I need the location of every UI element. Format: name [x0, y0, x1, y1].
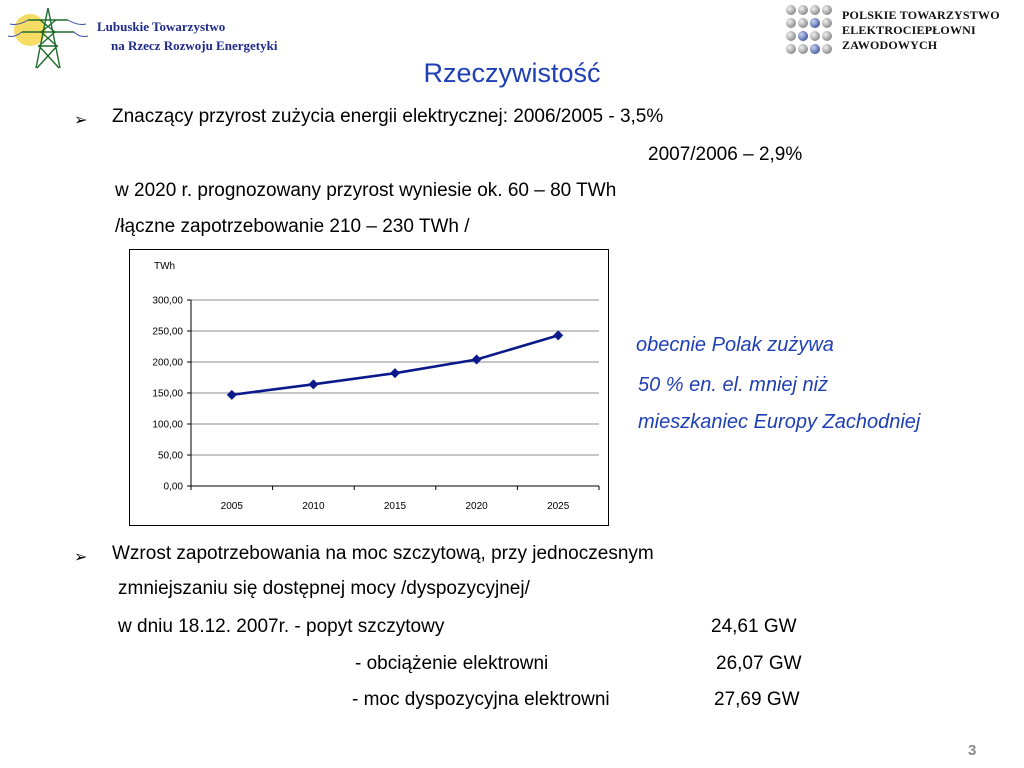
organization-name-right — [842, 8, 1000, 53]
x-tick-label: 2025 — [547, 501, 570, 512]
plant-load-value: 26,07 GW — [716, 653, 802, 674]
org-right-line3: ZAWODOWYCH — [842, 38, 938, 52]
bullet-2-line-1: Wzrost zapotrzebowania na moc szczytową, przy jednoczesnym — [112, 543, 654, 564]
y-tick-label: 100,00 — [152, 419, 183, 431]
bullet-1-marker: ➢ — [74, 112, 88, 129]
bullet-1-line-1: Znaczący przyrost zużycia energii elektrycznej: 2006/2005 - 3,5% — [112, 106, 664, 127]
bullet-2-marker: ➢ — [74, 549, 88, 566]
x-tick-label: 2010 — [302, 501, 325, 512]
y-tick-label: 0,00 — [163, 481, 183, 493]
peak-demand-label: w dniu 18.12. 2007r. - popyt szczytowy — [118, 616, 445, 637]
bullet-1-line-2: 2007/2006 – 2,9% — [648, 144, 803, 165]
org-right-line2: ELEKTROCIEPŁOWNI — [842, 23, 976, 37]
bullet-2-line-2: zmniejszaniu się dostępnej mocy /dyspozycyjnej/ — [118, 578, 530, 599]
chart-frame — [129, 249, 609, 526]
available-capacity-label: - moc dyspozycyjna elektrowni — [352, 689, 610, 710]
data-point-marker — [553, 330, 563, 340]
y-tick-label: 50,00 — [157, 450, 183, 462]
y-tick-label: 250,00 — [152, 326, 183, 338]
x-tick-label: 2005 — [220, 501, 243, 512]
peak-demand-value: 24,61 GW — [711, 616, 797, 637]
page-number: 3 — [968, 742, 977, 759]
bullet-1-line-4: /łączne zapotrzebowanie 210 – 230 TWh / — [115, 216, 470, 237]
note-line-2: 50 % en. el. mniej niż — [638, 374, 829, 396]
data-point-marker — [390, 368, 400, 378]
series-line — [232, 335, 558, 395]
plant-load-label: - obciążenie elektrowni — [355, 653, 549, 674]
y-tick-label: 150,00 — [152, 388, 183, 400]
dot-grid-logo-icon — [785, 4, 835, 58]
consumption-line-chart — [130, 250, 608, 525]
note-line-3: mieszkaniec Europy Zachodniej — [638, 411, 921, 433]
data-point-marker — [308, 379, 318, 389]
organization-name-left — [97, 17, 277, 55]
org-left-line1: Lubuskie Towarzystwo — [97, 19, 226, 34]
org-left-line2: na Rzecz Rozwoju Energetyki — [111, 38, 278, 53]
org-right-line1: POLSKIE TOWARZYSTWO — [842, 8, 1000, 22]
data-point-marker — [227, 390, 237, 400]
y-tick-label: 200,00 — [152, 357, 183, 369]
note-line-1: obecnie Polak zużywa — [636, 334, 834, 356]
y-tick-label: 300,00 — [152, 295, 183, 307]
y-axis-unit-label: TWh — [154, 261, 176, 272]
slide-title: Rzeczywistość — [423, 58, 601, 88]
available-capacity-value: 27,69 GW — [714, 689, 800, 710]
data-point-marker — [472, 355, 482, 365]
bullet-1-line-3: w 2020 r. prognozowany przyrost wyniesie ok. 60 – 80 TWh — [115, 180, 617, 201]
x-tick-label: 2020 — [465, 501, 488, 512]
x-tick-label: 2015 — [383, 501, 407, 512]
